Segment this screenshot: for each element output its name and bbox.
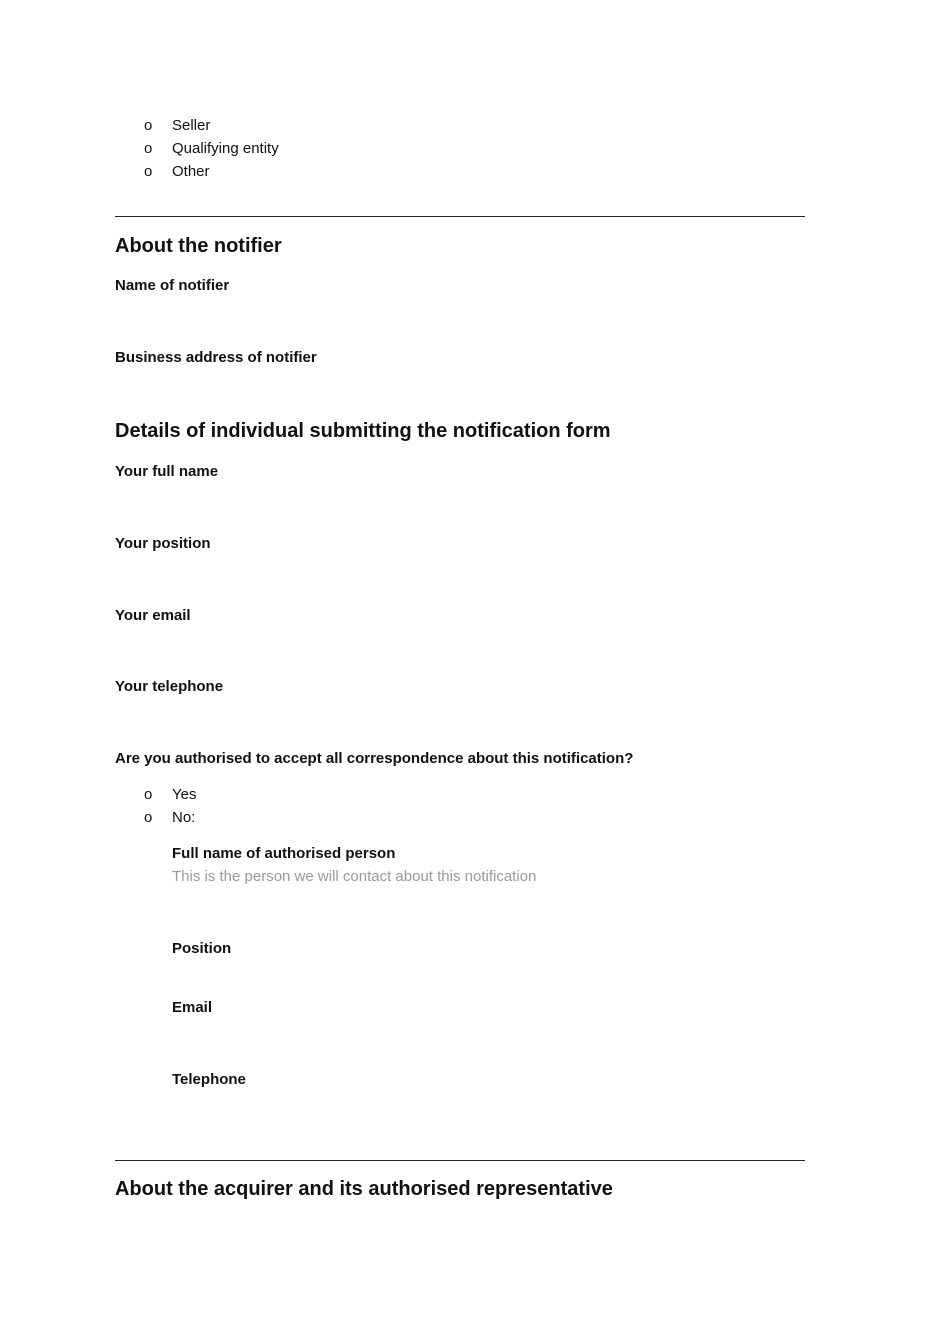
radio-circle-icon[interactable]: o [144,117,153,134]
radio-circle-icon[interactable]: o [144,786,153,803]
authorised-email-label: Email [172,999,213,1016]
role-option-label: Qualifying entity [172,140,279,157]
authorised-question: Are you authorised to accept all correspondence about this notification? [115,750,634,767]
submitter-position-label: Your position [115,535,211,552]
submitter-heading: Details of individual submitting the notification form [115,420,611,442]
radio-circle-icon[interactable]: o [144,809,153,826]
authorised-option-label: No: [172,809,196,826]
authorised-full-name-label: Full name of authorised person [172,845,396,862]
authorised-position-label: Position [172,940,232,957]
radio-circle-icon[interactable]: o [144,140,153,157]
acquirer-heading: About the acquirer and its authorised representative [115,1178,613,1200]
authorised-full-name-hint: This is the person we will contact about this notification [172,868,537,885]
section-divider [115,1160,805,1161]
submitter-full-name-label: Your full name [115,463,219,480]
authorised-option-label: Yes [172,786,197,803]
submitter-email-label: Your email [115,607,191,624]
notifier-heading: About the notifier [115,235,282,257]
notifier-address-label: Business address of notifier [115,349,317,366]
radio-circle-icon[interactable]: o [144,163,153,180]
role-option-label: Seller [172,117,211,134]
section-divider [115,216,805,217]
submitter-telephone-label: Your telephone [115,678,224,695]
authorised-telephone-label: Telephone [172,1071,246,1088]
role-option-label: Other [172,163,210,180]
notifier-name-label: Name of notifier [115,277,230,294]
